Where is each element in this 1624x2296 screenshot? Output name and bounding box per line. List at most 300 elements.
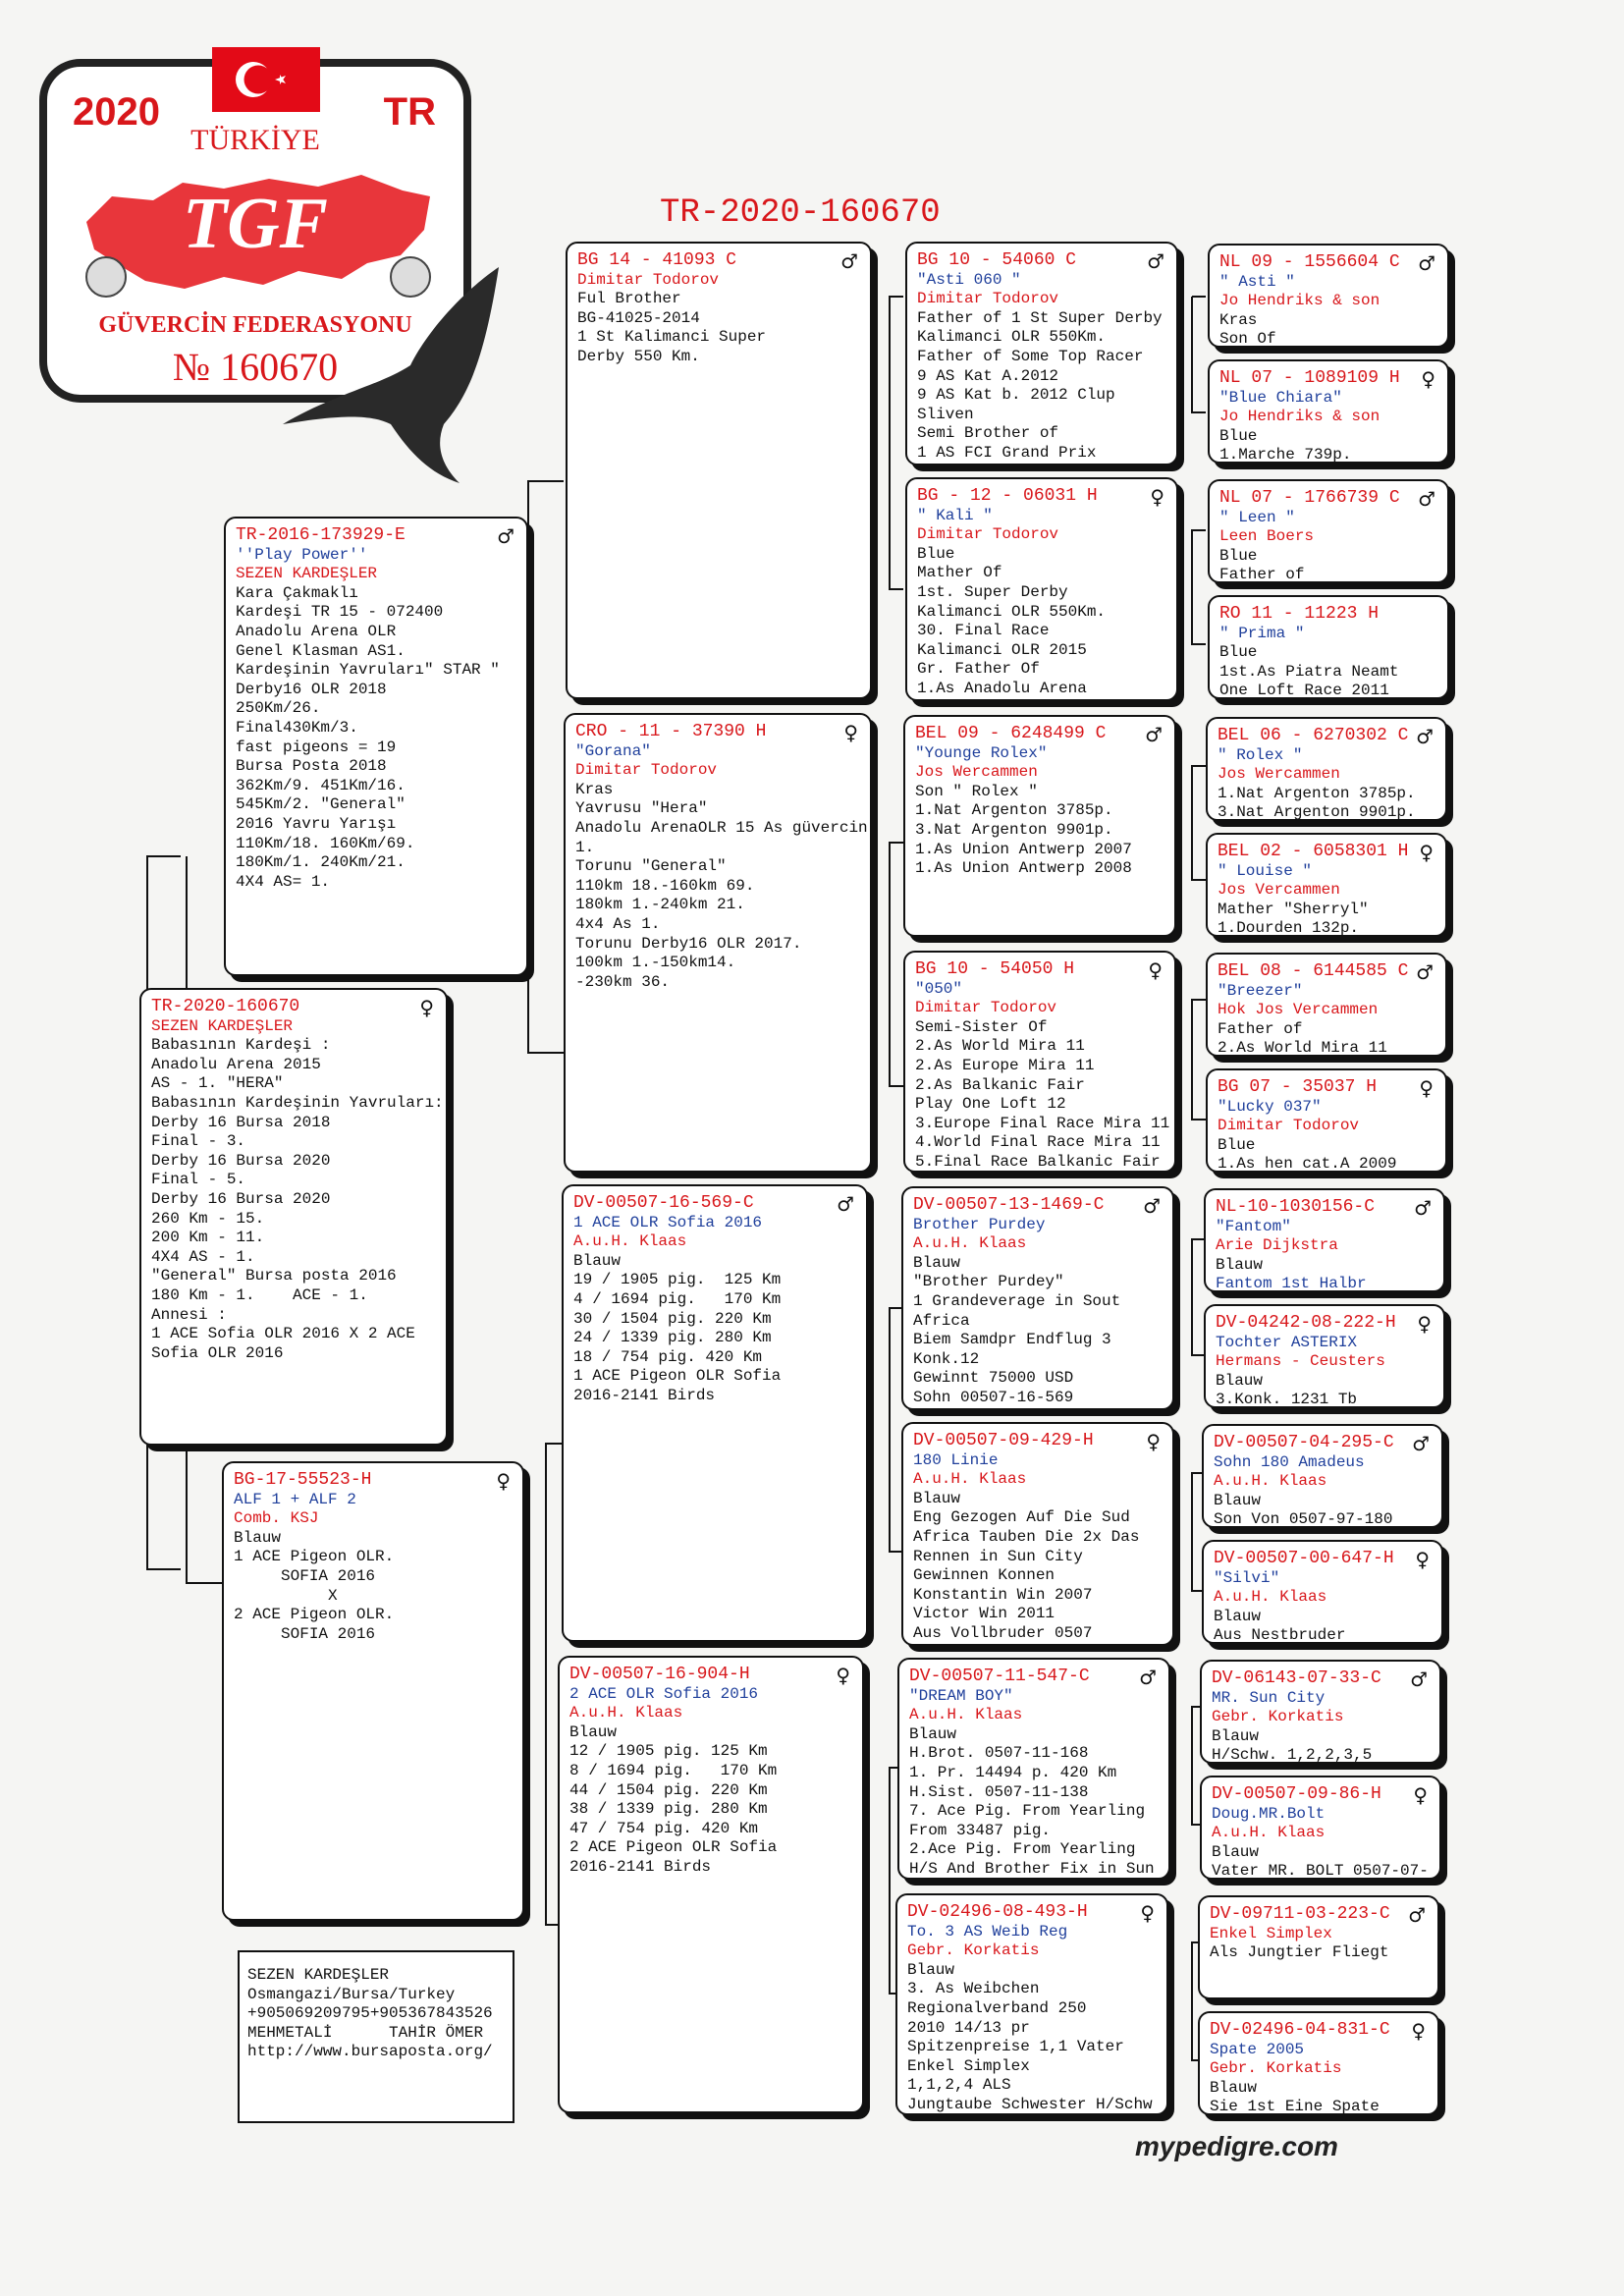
card-line: Ful Brother bbox=[577, 290, 681, 308]
card-line: Jos Wercammen bbox=[915, 763, 1038, 782]
card-line: Son " Rolex " bbox=[915, 782, 1038, 800]
sex-symbol-icon: ♂ bbox=[1139, 1666, 1157, 1689]
card-line: SOFIA 2016 bbox=[234, 1624, 376, 1643]
ring-number: DV-00507-13-1469-C bbox=[913, 1195, 1105, 1215]
sex-symbol-icon: ♂ bbox=[1416, 960, 1434, 984]
card-g14 bbox=[1200, 1776, 1441, 1880]
card-line: 1 ACE OLR Sofia 2016 bbox=[573, 1213, 763, 1231]
card-line: Blauw bbox=[1216, 1255, 1264, 1274]
card-line: To. 3 AS Weib Reg bbox=[907, 1922, 1068, 1941]
owner-line: MEHMETALİ TAHİR ÖMER bbox=[247, 2023, 484, 2042]
card-line: Aus Nestbruder bbox=[1214, 1626, 1346, 1644]
sex-symbol-icon: ♀ bbox=[1413, 1783, 1428, 1807]
card-line: 8 / 1694 pig. 170 Km bbox=[569, 1761, 778, 1779]
owner-line: +905069209795+905367843526 bbox=[247, 2004, 493, 2023]
card-line: Gebr. Korkatis bbox=[907, 1941, 1040, 1960]
card-line: Father of bbox=[1218, 1019, 1303, 1038]
card-line: " Louise " bbox=[1218, 861, 1313, 880]
card-line: Yavrusu "Hera" bbox=[575, 799, 708, 818]
card-line: A.u.H. Klaas bbox=[1214, 1588, 1327, 1607]
card-line: 2.As World Mira 11 bbox=[1218, 1039, 1387, 1057]
sex-symbol-icon: ♂ bbox=[497, 524, 514, 548]
stamp-org: TGF bbox=[183, 184, 328, 264]
ring-number: DV-00507-09-86-H bbox=[1212, 1784, 1381, 1804]
card-line: 1.Dourden 132p. bbox=[1218, 919, 1360, 937]
card-line: Blue bbox=[1219, 546, 1258, 565]
ring-number: DV-00507-09-429-H bbox=[913, 1431, 1094, 1450]
card-line: 180 Linie bbox=[913, 1450, 999, 1469]
card-line: 1.Nat Argenton 3785p. bbox=[1218, 784, 1416, 802]
card-line: A.u.H. Klaas bbox=[569, 1704, 683, 1722]
card-line: 4x4 As 1. bbox=[575, 914, 661, 933]
card-line: Kardeşi TR 15 - 072400 bbox=[236, 603, 444, 622]
sex-symbol-icon: ♂ bbox=[837, 1192, 854, 1216]
card-line: "Fantom" bbox=[1216, 1217, 1291, 1235]
card-line: 2 ACE Pigeon OLR Sofia bbox=[569, 1838, 778, 1857]
card-line: 4X4 AS - 1. bbox=[151, 1247, 255, 1266]
card-line: Blue bbox=[1219, 643, 1258, 662]
stamp-federation: GÜVERCİN FEDERASYONU bbox=[98, 312, 412, 338]
card-line: Kalimanci OLR 550Km. bbox=[917, 328, 1107, 347]
card-line: Kardeşinin Yavruları" STAR " bbox=[236, 661, 500, 680]
card-line: Dimitar Todorov bbox=[917, 290, 1059, 308]
card-line: Blauw bbox=[1214, 1607, 1262, 1625]
footer-brand: mypedigre.com bbox=[1135, 2131, 1338, 2161]
card-line: Kara Çakmaklı bbox=[236, 583, 358, 602]
sex-symbol-icon: ♀ bbox=[843, 721, 858, 744]
card-line: Comb. KSJ bbox=[234, 1509, 319, 1528]
card-line: From 33487 pig. bbox=[909, 1821, 1052, 1839]
card-line: 12 / 1905 pig. 125 Km bbox=[569, 1742, 768, 1761]
card-ss bbox=[566, 242, 872, 699]
sex-symbol-icon: ♂ bbox=[1408, 1903, 1426, 1927]
card-line: Blauw bbox=[573, 1251, 622, 1270]
ring-number: DV-09711-03-223-C bbox=[1210, 1904, 1390, 1924]
card-line: 1.As Union Antwerp 2007 bbox=[915, 840, 1132, 858]
card-ssd bbox=[905, 477, 1178, 701]
ring-number: DV-06143-07-33-C bbox=[1212, 1668, 1381, 1688]
card-line: Jo Hendriks & son bbox=[1219, 292, 1380, 310]
card-g8 bbox=[1206, 1068, 1447, 1173]
card-line: H.Brot. 0507-11-168 bbox=[909, 1744, 1089, 1763]
ring-number: BG 07 - 35037 H bbox=[1218, 1077, 1378, 1097]
card-line: "050" bbox=[915, 979, 963, 998]
card-g5 bbox=[1206, 717, 1447, 821]
card-line: Gebr. Korkatis bbox=[1212, 1708, 1344, 1726]
card-g10 bbox=[1204, 1304, 1445, 1408]
card-line: 200 Km - 11. bbox=[151, 1229, 265, 1247]
card-line: Aus Vollbruder 0507 bbox=[913, 1623, 1093, 1642]
card-line: Jos Wercammen bbox=[1218, 765, 1340, 784]
card-dam bbox=[222, 1461, 524, 1921]
card-line: Sie 1st Eine Spate bbox=[1210, 2098, 1380, 2115]
card-line: Dimitar Todorov bbox=[577, 270, 720, 289]
card-line: One Loft Race 2011 bbox=[1219, 682, 1389, 699]
card-line: Blauw bbox=[913, 1253, 961, 1272]
card-line: Final430Km/3. bbox=[236, 718, 358, 737]
pigeon-silhouette-icon bbox=[263, 257, 509, 493]
card-line: Semi-Sister Of bbox=[915, 1017, 1048, 1036]
card-line: Blue bbox=[917, 544, 955, 563]
ring-number: CRO - 11 - 37390 H bbox=[575, 722, 767, 741]
ring-number: BG - 12 - 06031 H bbox=[917, 486, 1098, 506]
card-line: 1. bbox=[575, 838, 595, 856]
sex-symbol-icon: ♂ bbox=[1418, 487, 1435, 511]
card-line: Anadolu ArenaOLR 15 As güvercin bbox=[575, 818, 868, 837]
ring-number: TR-2016-173929-E bbox=[236, 525, 406, 545]
sex-symbol-icon: ♂ bbox=[1416, 725, 1434, 748]
card-line: MR. Sun City bbox=[1212, 1688, 1326, 1707]
card-line: " Rolex " bbox=[1218, 745, 1303, 764]
card-g1 bbox=[1208, 244, 1449, 348]
card-line: SEZEN KARDEŞLER bbox=[151, 1016, 294, 1035]
ring-number: DV-00507-11-547-C bbox=[909, 1667, 1090, 1686]
card-line: 9 AS Kat A.2012 bbox=[917, 366, 1059, 385]
card-dsd bbox=[901, 1422, 1174, 1646]
ring-number: BEL 02 - 6058301 H bbox=[1218, 842, 1409, 861]
card-g9 bbox=[1204, 1188, 1445, 1292]
card-line: Konstantin Win 2007 bbox=[913, 1585, 1093, 1604]
card-line: Gebr. Korkatis bbox=[1210, 2059, 1342, 2078]
card-line: Father of 1 St Super Derby bbox=[917, 308, 1163, 327]
card-line: " Leen " bbox=[1219, 508, 1295, 526]
card-line: H/Schw. 1,2,2,3,5 bbox=[1212, 1746, 1373, 1764]
card-line: Jo Hendriks & son bbox=[1219, 408, 1380, 426]
card-line: "Gorana" bbox=[575, 741, 651, 760]
card-line: Derby 16 Bursa 2018 bbox=[151, 1113, 331, 1131]
card-line: Blauw bbox=[1216, 1371, 1264, 1390]
card-dds bbox=[897, 1658, 1170, 1880]
card-line: Torunu Derby16 OLR 2017. bbox=[575, 934, 802, 953]
card-line: Blauw bbox=[1212, 1726, 1260, 1745]
card-line: AS - 1. "HERA" bbox=[151, 1074, 284, 1093]
ring-number: DV-04242-08-222-H bbox=[1216, 1313, 1396, 1333]
card-subject bbox=[139, 988, 448, 1446]
card-line: Als Jungtier Fliegt bbox=[1210, 1943, 1389, 1962]
sex-symbol-icon: ♀ bbox=[1148, 958, 1163, 982]
card-line: Konk.12 bbox=[913, 1349, 980, 1368]
card-line: Sohn 00507-16-569 bbox=[913, 1388, 1074, 1406]
card-line: Hok Jos Vercammen bbox=[1218, 1001, 1379, 1019]
sex-symbol-icon: ♂ bbox=[1147, 249, 1164, 273]
ring-number: DV-02496-04-831-C bbox=[1210, 2020, 1390, 2040]
card-line: 1 St Kalimanci Super bbox=[577, 328, 767, 347]
card-line: ''Play Power'' bbox=[236, 545, 368, 564]
card-line: 38 / 1339 pig. 280 Km bbox=[569, 1800, 768, 1819]
card-g15 bbox=[1198, 1895, 1439, 1999]
sex-symbol-icon: ♀ bbox=[1417, 1312, 1432, 1336]
ring-number: BEL 08 - 6144585 C bbox=[1218, 961, 1409, 981]
ring-number: RO 11 - 11223 H bbox=[1219, 604, 1380, 624]
card-line: Torunu "General" bbox=[575, 857, 727, 876]
card-line: 7. Ace Pig. From Yearling bbox=[909, 1802, 1146, 1821]
card-line: "Younge Rolex" bbox=[915, 743, 1048, 762]
ring-number: DV-02496-08-493-H bbox=[907, 1902, 1088, 1922]
card-line: Blauw bbox=[1214, 1491, 1262, 1509]
card-line: 180 Km - 1. ACE - 1. bbox=[151, 1285, 368, 1304]
card-line: Bursa Posta 2018 bbox=[236, 757, 387, 776]
ring-number: BG 14 - 41093 C bbox=[577, 250, 737, 270]
card-line: 1.As Union Antwerp 2008 bbox=[915, 859, 1132, 878]
card-line: 2010 14/13 pr bbox=[907, 2018, 1030, 2037]
card-line: Regionalverband 250 bbox=[907, 1998, 1087, 2017]
card-line: 3.Nat Argenton 9901p. bbox=[1218, 803, 1416, 821]
card-line: 2016-2141 Birds bbox=[569, 1857, 712, 1876]
card-line: "DREAM BOY" bbox=[909, 1686, 1013, 1705]
card-line: Dimitar Todorov bbox=[915, 999, 1057, 1017]
owner-line: SEZEN KARDEŞLER bbox=[247, 1966, 390, 1984]
card-line: Jos Vercammen bbox=[1218, 881, 1340, 900]
card-line: Tochter ASTERIX bbox=[1216, 1333, 1358, 1351]
card-line: fast pigeons = 19 bbox=[236, 738, 397, 756]
ring-number: DV-00507-04-295-C bbox=[1214, 1433, 1394, 1452]
card-line: 18 / 754 pig. 420 Km bbox=[573, 1347, 763, 1366]
card-line: Derby 550 Km. bbox=[577, 347, 700, 365]
ring-number: NL 07 - 1766739 C bbox=[1219, 488, 1400, 508]
owner-line: Osmangazi/Bursa/Turkey bbox=[247, 1985, 456, 2003]
card-line: Mather "Sherryl" bbox=[1218, 900, 1369, 918]
owner-line: http://www.bursaposta.org/ bbox=[247, 2043, 493, 2061]
card-line: 1. Pr. 14494 p. 420 Km bbox=[909, 1763, 1117, 1781]
card-line: SEZEN KARDEŞLER bbox=[236, 565, 378, 583]
card-line: Kras bbox=[575, 780, 614, 798]
card-line: Anadolu Arena OLR bbox=[236, 622, 397, 640]
card-line: Blauw bbox=[1212, 1842, 1260, 1861]
card-line: 260 Km - 15. bbox=[151, 1209, 265, 1228]
ring-number: DV-00507-16-904-H bbox=[569, 1665, 750, 1684]
card-line: Gewinnen Konnen bbox=[913, 1566, 1056, 1585]
card-line: Gr. Father Of bbox=[917, 660, 1040, 679]
card-line: 2.Ace Pig. From Yearling bbox=[909, 1840, 1136, 1859]
card-line: Derby16 OLR 2018 bbox=[236, 680, 387, 698]
ring-number: TR-2020-160670 bbox=[151, 997, 300, 1016]
card-line: Fantom 1st Halbr bbox=[1216, 1275, 1367, 1292]
card-line: X bbox=[234, 1586, 338, 1605]
sex-symbol-icon: ♂ bbox=[1414, 1196, 1432, 1220]
card-line: Sliven bbox=[917, 405, 974, 423]
sex-symbol-icon: ♀ bbox=[1415, 1548, 1430, 1571]
card-sire bbox=[224, 517, 528, 976]
card-line: 1.As Anadolu Arena bbox=[917, 679, 1087, 697]
card-line: Blauw bbox=[909, 1724, 957, 1743]
card-line: 110km 18.-160km 69. bbox=[575, 876, 755, 895]
card-line: 545Km/2. "General" bbox=[236, 795, 406, 814]
card-line: Final - 3. bbox=[151, 1132, 246, 1151]
card-line: 1 ACE Pigeon OLR. bbox=[234, 1548, 395, 1566]
sex-symbol-icon: ♀ bbox=[1419, 841, 1434, 864]
sex-symbol-icon: ♀ bbox=[1140, 1901, 1155, 1925]
ring-number: DV-00507-00-647-H bbox=[1214, 1549, 1394, 1568]
card-line: Dimitar Todorov bbox=[917, 525, 1059, 544]
card-line: 2016 Yavru Yarışı bbox=[236, 814, 397, 833]
card-line: 19 / 1905 pig. 125 Km bbox=[573, 1271, 782, 1289]
card-line: 250Km/26. bbox=[236, 699, 321, 718]
card-sd bbox=[564, 713, 872, 1173]
card-line: 2 ACE OLR Sofia 2016 bbox=[569, 1684, 759, 1703]
card-line: Dimitar Todorov bbox=[575, 761, 718, 780]
ring-number: NL 09 - 1556604 C bbox=[1219, 252, 1400, 272]
card-line: Blauw bbox=[234, 1528, 282, 1547]
sex-symbol-icon: ♂ bbox=[1410, 1667, 1428, 1691]
card-line: -230km 36. bbox=[575, 972, 671, 991]
card-line: Blue bbox=[1218, 1135, 1256, 1154]
card-line: Blauw bbox=[913, 1489, 961, 1507]
card-line: Mather Of bbox=[917, 564, 1002, 582]
card-line: 2 ACE Pigeon OLR. bbox=[234, 1606, 395, 1624]
stamp-year: 2020 bbox=[73, 90, 160, 134]
card-line: 1 Grandeverage in Sout bbox=[913, 1291, 1121, 1310]
card-line: "Silvi" bbox=[1214, 1568, 1280, 1587]
card-line: Derby 16 Bursa 2020 bbox=[151, 1151, 331, 1170]
card-line: 30. Final Race bbox=[917, 622, 1050, 640]
card-line: Enkel Simplex bbox=[907, 2056, 1030, 2075]
card-line: Father of Some Top Racer bbox=[917, 347, 1144, 365]
sex-symbol-icon: ♀ bbox=[1411, 2019, 1426, 2043]
card-line: 180km 1.-240km 21. bbox=[575, 896, 745, 914]
card-line: " Kali " bbox=[917, 506, 993, 524]
card-line: Sohn 180 Amadeus bbox=[1214, 1452, 1365, 1471]
card-line: 3.Europe Final Race Mira 11 bbox=[915, 1114, 1170, 1132]
ring-number: BG-17-55523-H bbox=[234, 1470, 372, 1490]
card-g7 bbox=[1206, 953, 1447, 1057]
turkish-flag-icon bbox=[212, 47, 320, 112]
card-g6 bbox=[1206, 833, 1447, 937]
card-line: 9 AS Kat b. 2012 Clup bbox=[917, 386, 1115, 405]
card-g11 bbox=[1202, 1424, 1443, 1528]
card-line: Father of bbox=[1219, 566, 1305, 583]
card-line: 4 / 1694 pig. 170 Km bbox=[573, 1289, 782, 1308]
card-line: A.u.H. Klaas bbox=[1214, 1472, 1327, 1491]
card-line: 1st.As Piatra Neamt bbox=[1219, 662, 1399, 681]
card-line: Gewinnt 75000 USD bbox=[913, 1369, 1074, 1388]
card-line: Kras bbox=[1219, 310, 1258, 329]
stamp-code: TR bbox=[383, 90, 436, 134]
ring-number: BEL 09 - 6248499 C bbox=[915, 724, 1107, 743]
card-line: Son Von 0507-97-180 bbox=[1214, 1510, 1393, 1528]
card-line: 1 AS FCI Grand Prix bbox=[917, 443, 1097, 462]
card-line: Jungtaube Schwester H/Schw bbox=[907, 2095, 1153, 2113]
card-sss bbox=[905, 242, 1178, 465]
card-line: 3.Konk. 1231 Tb bbox=[1216, 1391, 1358, 1408]
card-line: Derby 16 Bursa 2020 bbox=[151, 1189, 331, 1208]
card-line: Enkel Simplex bbox=[1210, 1924, 1332, 1942]
sex-symbol-icon: ♂ bbox=[1418, 251, 1435, 275]
card-line: Kalimanci OLR 2015 bbox=[917, 640, 1087, 659]
card-line: Dimitar Todorov bbox=[1218, 1117, 1360, 1135]
card-line: Genel Klasman AS1. bbox=[236, 641, 406, 660]
card-line: Blauw bbox=[569, 1722, 618, 1741]
card-line: Babasının Kardeşi : bbox=[151, 1036, 331, 1055]
card-line: 1.As hen cat.A 2009 bbox=[1218, 1155, 1397, 1173]
card-line: 180Km/1. 240Km/21. bbox=[236, 853, 406, 872]
card-line: SOFIA 2016 bbox=[234, 1566, 376, 1585]
card-line: Arie Dijkstra bbox=[1216, 1236, 1338, 1255]
card-line: Rennen in Sun City bbox=[913, 1547, 1083, 1565]
card-line: 2016-2141 Birds bbox=[573, 1386, 716, 1404]
card-line: Victor Win 2011 bbox=[913, 1605, 1056, 1623]
card-line: Spate 2005 bbox=[1210, 2040, 1305, 2058]
sex-symbol-icon: ♂ bbox=[1412, 1432, 1430, 1455]
card-line: Final - 5. bbox=[151, 1171, 246, 1189]
card-line: 5.Final Race Balkanic Fair bbox=[915, 1152, 1161, 1171]
card-line: "General" Bursa posta 2016 bbox=[151, 1267, 397, 1285]
card-line: "Blue Chiara" bbox=[1219, 388, 1342, 407]
ring-number: NL 07 - 1089109 H bbox=[1219, 368, 1400, 388]
card-line: A.u.H. Klaas bbox=[909, 1706, 1023, 1724]
card-line: Blue bbox=[1219, 426, 1258, 445]
sex-symbol-icon: ♂ bbox=[1145, 723, 1163, 746]
card-line: "Breezer" bbox=[1218, 981, 1303, 1000]
card-line: Eng Gezogen Auf Die Sud bbox=[913, 1508, 1130, 1527]
card-line: 2.As World Mira 11 bbox=[915, 1037, 1085, 1056]
sex-symbol-icon: ♀ bbox=[836, 1664, 850, 1687]
pedigree-id: TR-2020-160670 bbox=[660, 194, 941, 232]
card-g16 bbox=[1198, 2011, 1439, 2115]
card-line: 3. As Weibchen bbox=[907, 1980, 1040, 1998]
card-line: 1st. Super Derby bbox=[917, 582, 1068, 601]
card-line: "Brother Purdey" bbox=[913, 1273, 1064, 1291]
card-line: " Prima " bbox=[1219, 624, 1305, 642]
card-line: 1,1,2,4 ALS bbox=[907, 2076, 1011, 2095]
sex-symbol-icon: ♀ bbox=[1419, 1076, 1434, 1100]
card-line: 4X4 AS= 1. bbox=[236, 872, 331, 891]
stamp-number: № 160670 bbox=[172, 345, 339, 389]
card-line: 47 / 754 pig. 420 Km bbox=[569, 1819, 759, 1837]
card-line: Blauw bbox=[1210, 2078, 1258, 2097]
card-g2 bbox=[1208, 359, 1449, 464]
card-line: 1 ACE Pigeon OLR Sofia bbox=[573, 1367, 782, 1386]
card-ddd bbox=[895, 1893, 1168, 2115]
sex-symbol-icon: ♂ bbox=[1143, 1194, 1161, 1218]
card-line: Sofia OLR 2016 bbox=[151, 1343, 284, 1362]
card-line: Kalimanci OLR 550Km. bbox=[917, 602, 1107, 621]
card-line: 2.As Europe Mira 11 bbox=[915, 1056, 1095, 1074]
card-line: H/S And Brother Fix in Sun bbox=[909, 1859, 1155, 1878]
card-line: Play One Loft 12 bbox=[915, 1095, 1066, 1114]
card-dss bbox=[901, 1186, 1174, 1410]
card-line: 30 / 1504 pig. 220 Km bbox=[573, 1309, 772, 1328]
sex-symbol-icon: ♀ bbox=[1421, 367, 1435, 391]
ring-number: NL-10-1030156-C bbox=[1216, 1197, 1376, 1217]
card-line: A.u.H. Klaas bbox=[573, 1232, 687, 1251]
sex-symbol-icon: ♀ bbox=[419, 996, 434, 1019]
card-line: Spitzenpreise 1,1 Vater bbox=[907, 2038, 1124, 2056]
card-line: 1.Marche 739p. bbox=[1219, 446, 1352, 464]
card-line: 110Km/18. 160Km/69. bbox=[236, 834, 415, 852]
card-line: Hermans - Ceusters bbox=[1216, 1352, 1385, 1371]
card-dd bbox=[558, 1656, 864, 2113]
card-line: 44 / 1504 pig. 220 Km bbox=[569, 1780, 768, 1799]
card-line: BG-41025-2014 bbox=[577, 308, 700, 327]
card-line: 1.Nat Argenton 3785p. bbox=[915, 801, 1113, 820]
card-line: Blauw bbox=[907, 1960, 955, 1979]
card-line: 24 / 1339 pig. 280 Km bbox=[573, 1329, 772, 1347]
card-sdd bbox=[903, 951, 1176, 1173]
card-g12 bbox=[1202, 1540, 1443, 1644]
card-line: Son Of bbox=[1219, 330, 1276, 348]
card-g13 bbox=[1200, 1660, 1441, 1764]
card-line: H.Sist. 0507-11-138 bbox=[909, 1782, 1089, 1801]
ring-number: BG 10 - 54060 C bbox=[917, 250, 1077, 270]
stamp-country: TÜRKİYE bbox=[190, 124, 320, 156]
card-line: Leen Boers bbox=[1219, 527, 1315, 546]
card-ds bbox=[562, 1184, 868, 1642]
card-g3 bbox=[1208, 479, 1449, 583]
card-line: A.u.H. Klaas bbox=[913, 1234, 1027, 1253]
card-line: ALF 1 + ALF 2 bbox=[234, 1490, 356, 1508]
card-line: A.u.H. Klaas bbox=[913, 1470, 1027, 1489]
ring-number: BG 10 - 54050 H bbox=[915, 959, 1075, 979]
